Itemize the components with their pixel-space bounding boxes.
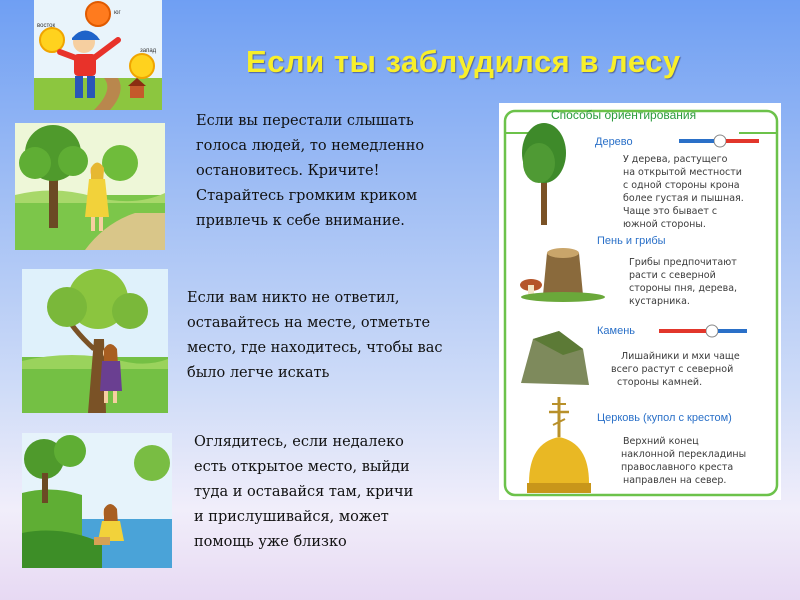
label-south: юг xyxy=(114,10,121,16)
tip-line: оставайтесь на месте, отметьте xyxy=(187,315,431,331)
tip-line: Если вы перестали слышать xyxy=(196,113,414,129)
card-text-line: стороны пня, дерева, xyxy=(629,283,738,294)
boy-with-suns-illustration xyxy=(34,0,162,110)
card-text-line: Грибы предпочитают xyxy=(629,257,737,268)
card-text-line: наклонной перекладины xyxy=(621,449,747,460)
tip-line: привлечь к себе внимание. xyxy=(196,213,405,229)
tip-line: голоса людей, то немедленно xyxy=(196,138,425,154)
card-text-line: Лишайники и мхи чаще xyxy=(621,351,740,362)
tip-line: было легче искать xyxy=(187,365,330,381)
section-heading-church: Церковь (купол с крестом) xyxy=(597,412,732,424)
girl-by-tree-illustration xyxy=(15,123,165,250)
tip-line: Если вам никто не ответил, xyxy=(187,290,400,306)
card-text-line: направлен на север. xyxy=(623,475,727,486)
card-text-line: православного креста xyxy=(621,462,734,473)
card-text-line: расти с северной xyxy=(629,270,716,281)
card-text-line: стороны камней. xyxy=(617,377,703,388)
card-text-line: южной стороны. xyxy=(623,219,706,230)
card-text-line: кустарника. xyxy=(629,296,690,307)
card-text-line: всего растут с северной xyxy=(611,364,734,375)
label-west: запад xyxy=(140,48,157,54)
card-text-line: Чаще это бывает с xyxy=(623,206,718,217)
card-text-line: У дерева, растущего xyxy=(623,154,728,165)
label-east: восток xyxy=(37,23,56,29)
section-heading-stump: Пень и грибы xyxy=(597,235,666,247)
tip-line: место, где находитесь, чтобы вас xyxy=(187,340,443,356)
tip-line: и прислушивайся, может xyxy=(194,509,389,525)
girl-at-tree-illustration xyxy=(22,269,168,413)
tip-1-text xyxy=(196,109,424,234)
orientation-methods-card xyxy=(499,103,781,500)
tip-line: Оглядитесь, если недалеко xyxy=(194,434,404,450)
tip-line: остановитесь. Кричите! xyxy=(196,163,380,179)
card-text-line: на открытой местности xyxy=(623,167,742,178)
tip-line: есть открытое место, выйди xyxy=(194,459,410,475)
tip-2-text xyxy=(187,286,442,386)
card-text-line: более густая и пышная. xyxy=(623,193,744,204)
section-heading-tree: Дерево xyxy=(595,136,633,148)
card-text-line: Верхний конец xyxy=(623,436,699,447)
girl-by-water-illustration xyxy=(22,433,172,568)
card-title: Способы ориентирования xyxy=(551,108,697,122)
tip-3-text xyxy=(194,430,413,555)
card-text-line: с одной стороны крона xyxy=(623,180,740,191)
section-heading-stone: Камень xyxy=(597,325,636,337)
tip-line: туда и оставайся там, кричи xyxy=(194,484,414,500)
tip-line: Старайтесь громким криком xyxy=(196,188,418,204)
tip-line: помощь уже близко xyxy=(194,534,347,550)
page-title: Если ты заблудился в лесу xyxy=(246,44,681,79)
